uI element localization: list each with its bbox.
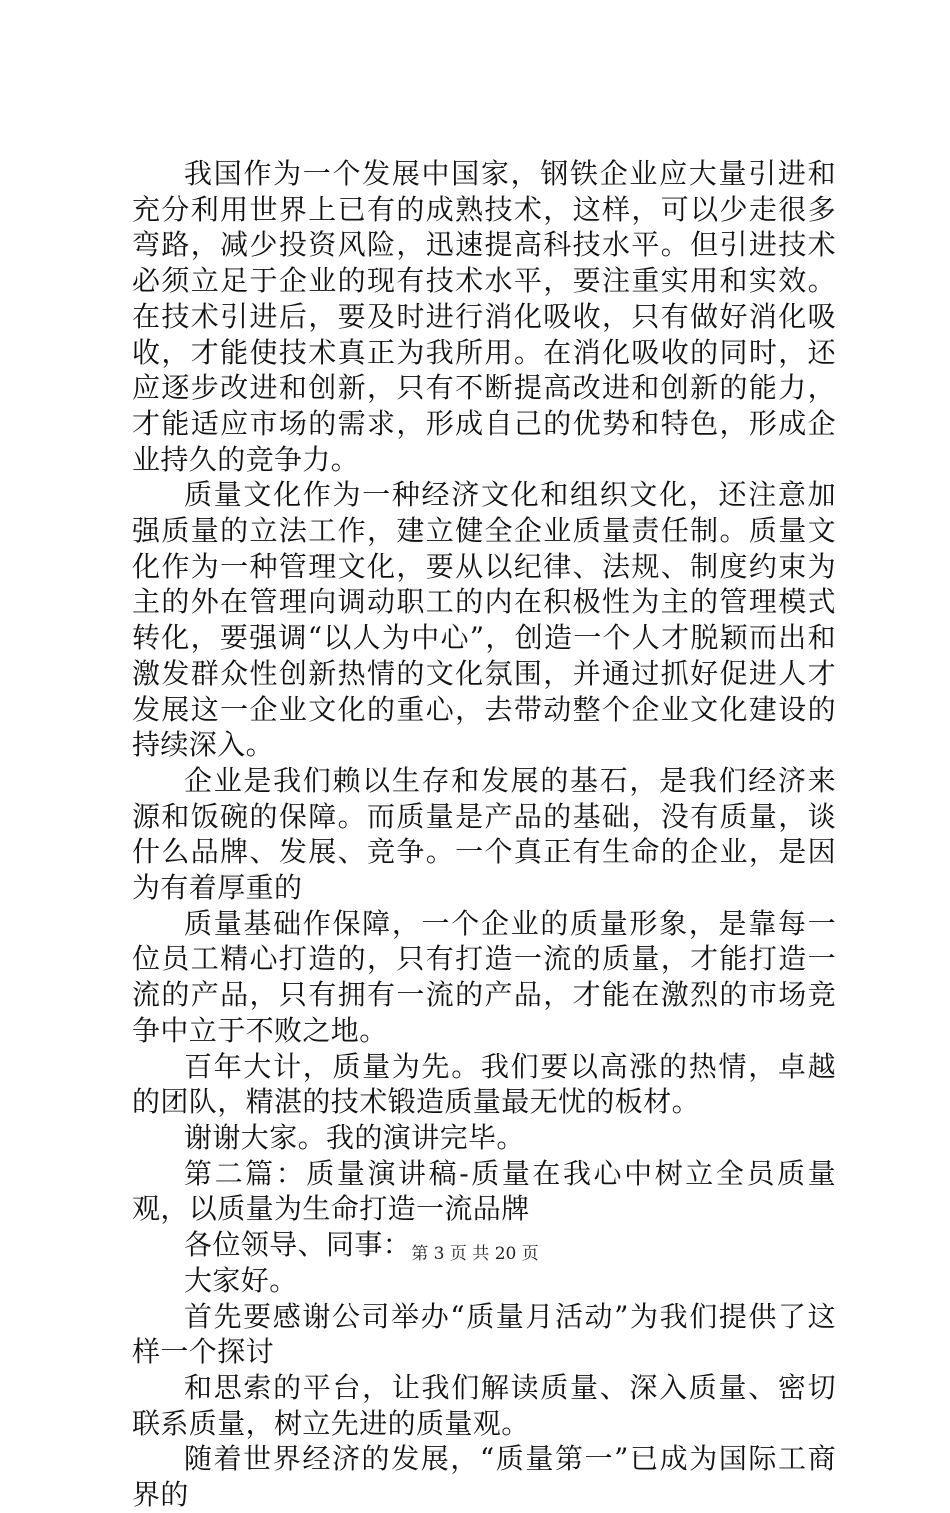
paragraph-11: 和思索的平台，让我们解读质量、深入质量、密切联系质量，树立先进的质量观。 <box>132 1370 836 1440</box>
paragraph-10: 首先要感谢公司举办“质量月活动”为我们提供了这样一个探讨 <box>132 1299 836 1369</box>
greeting: 大家好。 <box>184 1263 298 1297</box>
paragraph-5: 百年大计，质量为先。我们要以高涨的热情，卓越的团队，精湛的技术锻造质量最无忧的板材。 <box>132 1049 836 1119</box>
page-number-footer: 第 3 页 共 20 页 <box>411 1244 539 1264</box>
section-heading: 第二篇：质量演讲稿-质量在我心中树立全员质量观，以质量为生命打造一流品牌 <box>132 1156 836 1226</box>
document-body <box>132 156 836 1513</box>
paragraph-2: 质量文化作为一种经济文化和组织文化，还注意加强质量的立法工作，建立健全企业质量责任制。质量文化作为一种管理文化，要从以纪律、法规、制度约束为主的外在管理向调动职工的内在积极性为主的管理模式转化，要强调“以人为中心”，创造一个人才脱颖而出和激发群众性创新热情的文化氛围，并通过抓好促进人才发展这一企业文化的重心，去带动整个企业文化建设的持续深入。 <box>132 478 836 762</box>
paragraph-6: 谢谢大家。我的演讲完毕。 <box>184 1120 525 1154</box>
paragraph-3: 企业是我们赖以生存和发展的基石，是我们经济来源和饭碗的保障。而质量是产品的基础，没有质量，谈什么品牌、发展、竞争。一个真正有生命的企业，是因为有着厚重的 <box>132 763 836 905</box>
paragraph-12: 随着世界经济的发展，“质量第一”已成为国际工商界的 <box>132 1442 836 1512</box>
paragraph-1: 我国作为一个发展中国家，钢铁企业应大量引进和充分利用世界上已有的成熟技术，这样，可以少走很多弯路，减少投资风险，迅速提高科技水平。但引进技术必须立足于企业的现有技术水平，要注重实用和实效。在技术引进后，要及时进行消化吸收，只有做好消化吸收，才能使技术真正为我所用。在消化吸收的同时，还应逐步改进和创新，只有不断提高改进和创新的能力，才能适应市场的需求，形成自己的优势和特色，形成企业持久的竞争力。 <box>132 157 836 476</box>
salutation: 各位领导、同事： <box>184 1228 412 1262</box>
paragraph-4: 质量基础作保障，一个企业的质量形象，是靠每一位员工精心打造的，只有打造一流的质量，才能打造一流的产品，只有拥有一流的产品，才能在激烈的市场竞争中立于不败之地。 <box>132 906 836 1047</box>
